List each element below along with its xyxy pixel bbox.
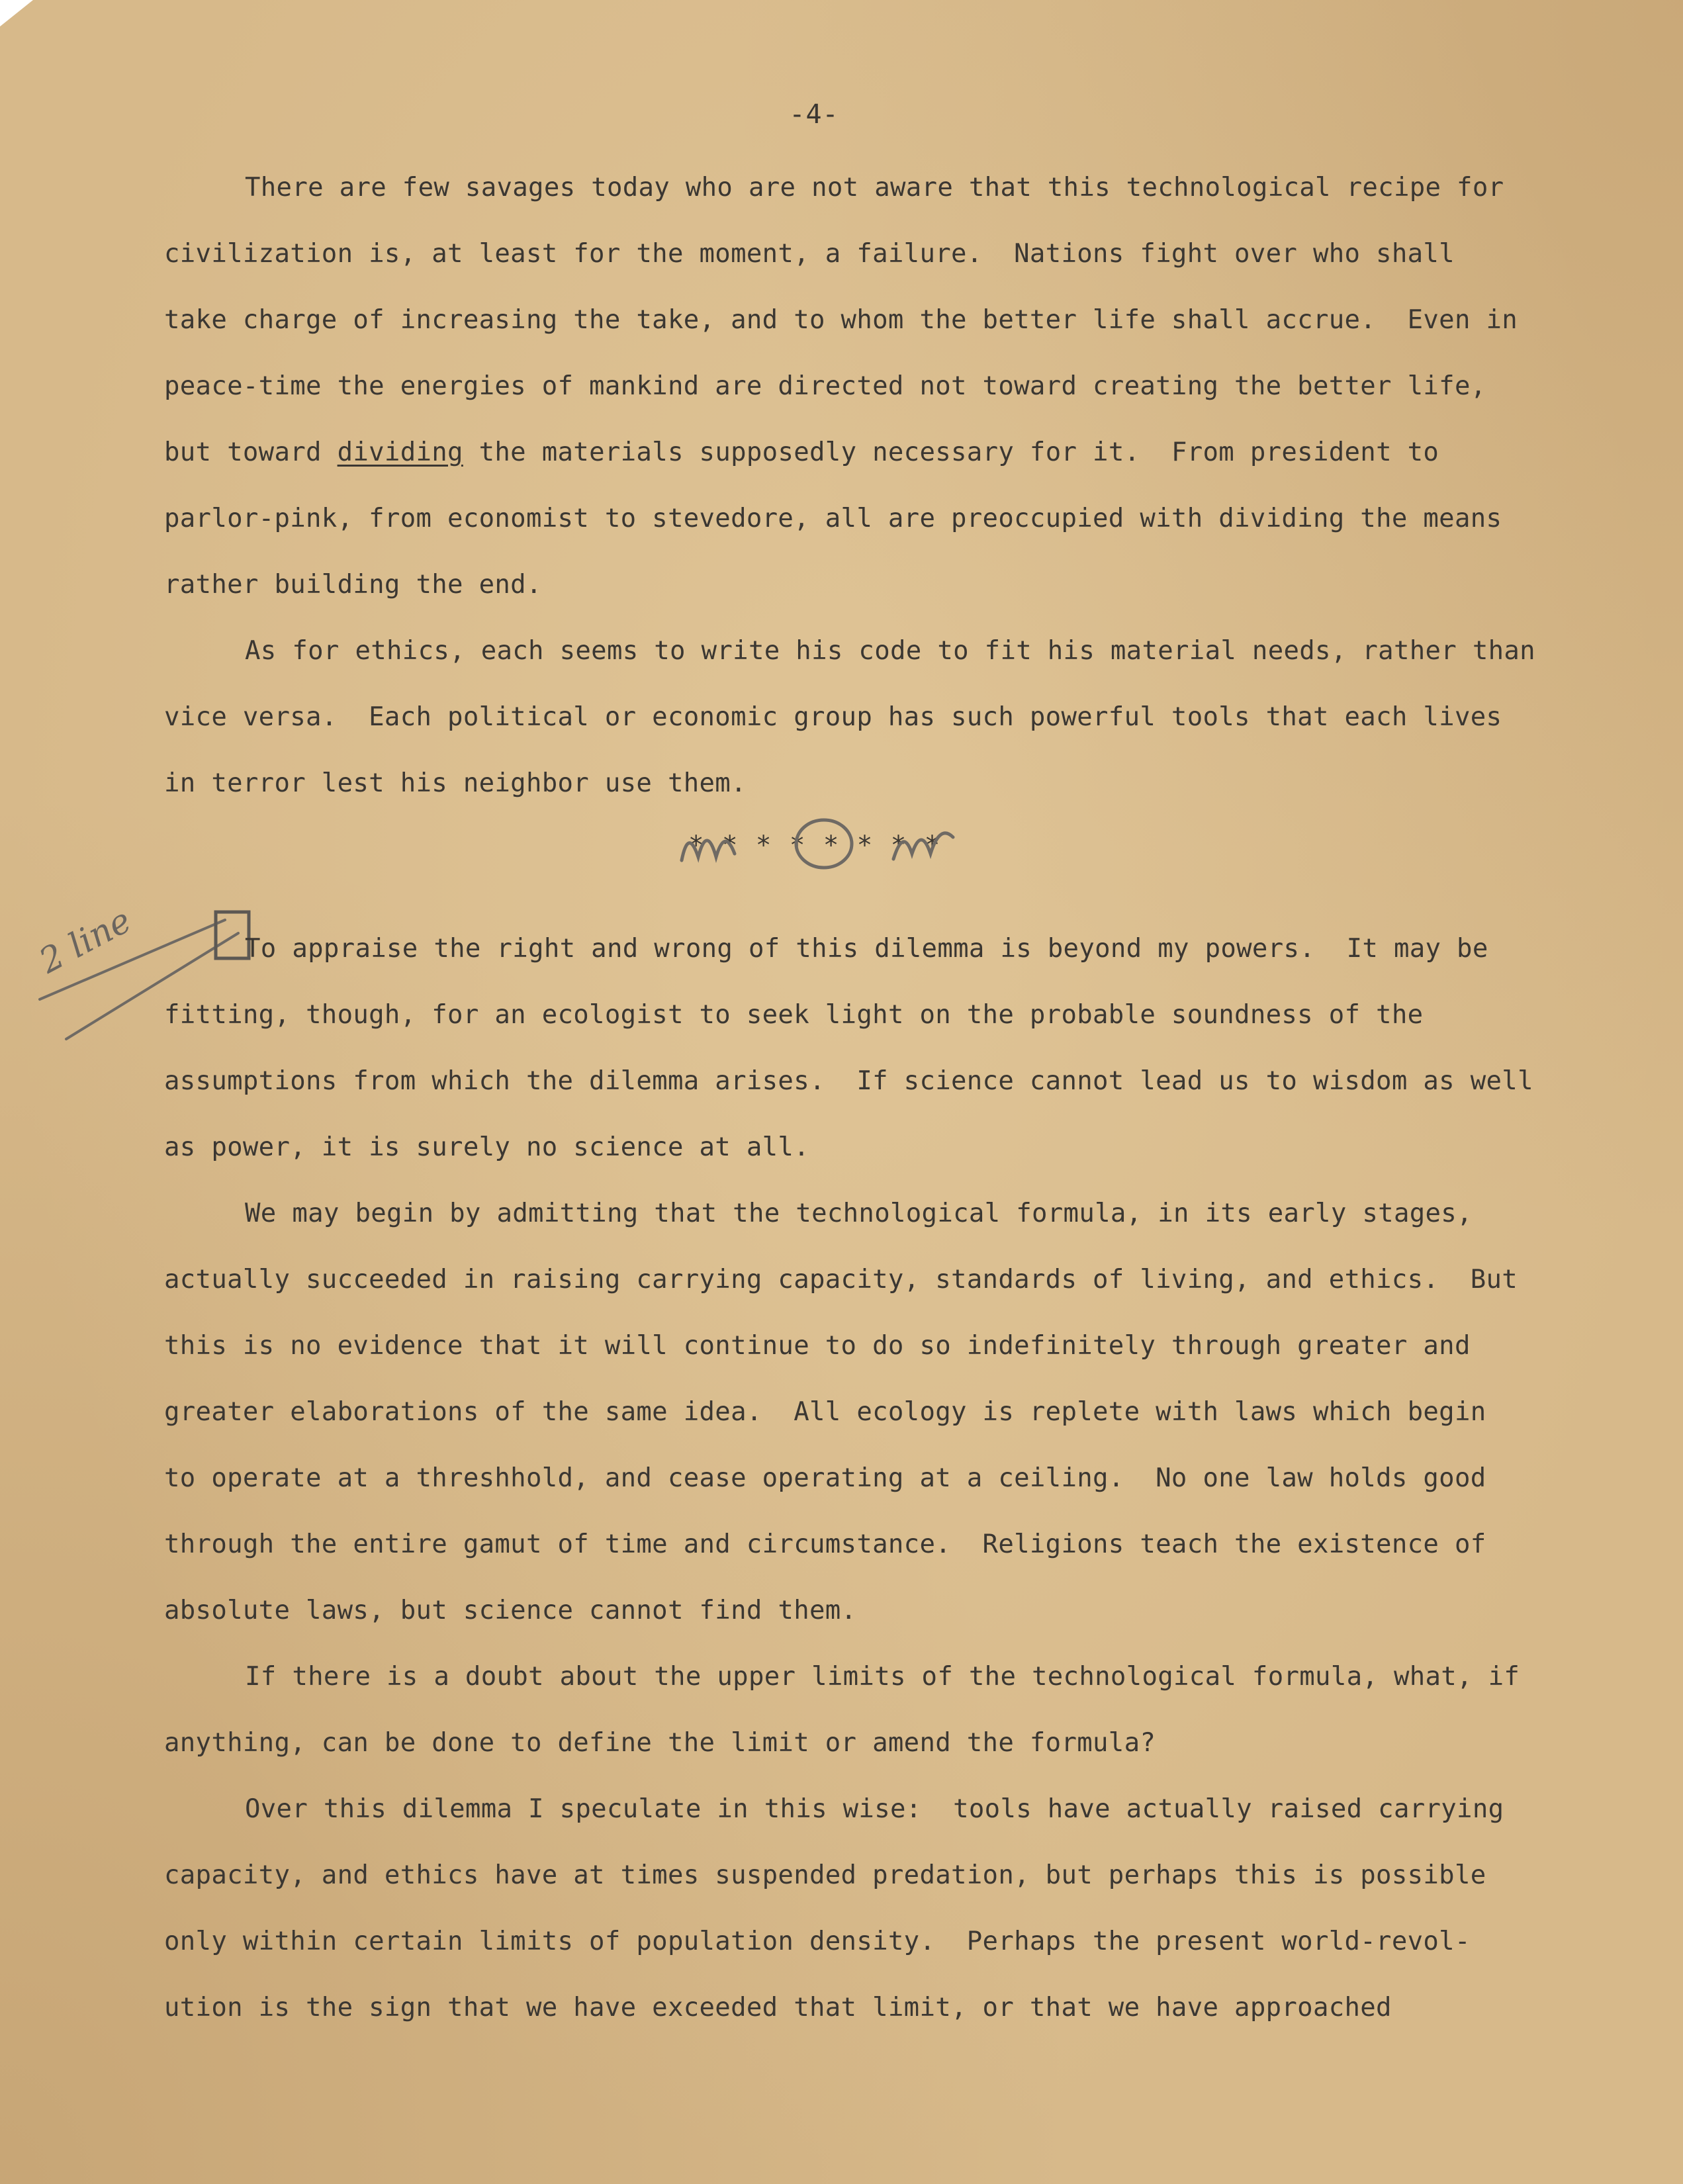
text-line: absolute laws, but science cannot find them. (164, 1596, 857, 1625)
text-line: as power, it is surely no science at all. (164, 1132, 809, 1162)
page-number: -4- (789, 99, 839, 130)
torn-corner (0, 0, 33, 26)
text-line: rather building the end. (164, 570, 542, 600)
text-line: in terror lest his neighbor use them. (164, 768, 747, 798)
text-line: civilization is, at least for the moment, a failure. Nations fight over who shall (164, 239, 1455, 269)
text-line: parlor-pink, from economist to stevedore, all are preoccupied with dividing the means (164, 504, 1502, 533)
text-line: assumptions from which the dilemma arises. If science cannot lead us to wisdom as well (164, 1066, 1533, 1096)
text-line: Over this dilemma I speculate in this wise: tools have actually raised carrying (245, 1794, 1504, 1824)
text-line: If there is a doubt about the upper limits of the technological formula, what, if (245, 1662, 1520, 1692)
section-break: * * * * * * * * (688, 831, 942, 860)
text-line: greater elaborations of the same idea. All ecology is replete with laws which begin (164, 1397, 1486, 1427)
text-line: vice versa. Each political or economic group has such powerful tools that each lives (164, 702, 1502, 732)
text-line: There are few savages today who are not aware that this technological recipe for (245, 173, 1504, 203)
text-line: peace-time the energies of mankind are directed not toward creating the better life, (164, 371, 1486, 401)
text-line: To appraise the right and wrong of this dilemma is beyond my powers. It may be (245, 934, 1488, 964)
text-line (164, 439, 1439, 465)
text-line: As for ethics, each seems to write his code to fit his material needs, rather than (245, 636, 1535, 666)
text-line: take charge of increasing the take, and to whom the better life shall accrue. Even in (164, 305, 1518, 335)
text-line: through the entire gamut of time and circumstance. Religions teach the existence of (164, 1529, 1486, 1559)
text-line: to operate at a threshhold, and cease operating at a ceiling. No one law holds good (164, 1463, 1486, 1493)
text-line: this is no evidence that it will continue to do so indefinitely through greater and (164, 1331, 1471, 1361)
text-line: actually succeeded in raising carrying capacity, standards of living, and ethics. But (164, 1265, 1518, 1295)
text-line: ution is the sign that we have exceeded that limit, or that we have approached (164, 1993, 1392, 2023)
text-segment: the materials supposedly necessary for it. From president to (463, 437, 1439, 467)
underlined-word: dividing (337, 437, 463, 467)
text-line: only within certain limits of population density. Perhaps the present world-revol- (164, 1927, 1471, 1956)
text-segment: but toward (164, 437, 338, 467)
text-line: We may begin by admitting that the technological formula, in its early stages, (245, 1199, 1473, 1228)
annotation-text: 2 line (33, 900, 138, 981)
text-line: anything, can be done to define the limit or amend the formula? (164, 1728, 1156, 1758)
text-line: fitting, though, for an ecologist to seek light on the probable soundness of the (164, 1000, 1424, 1030)
text-line: capacity, and ethics have at times suspended predation, but perhaps this is possible (164, 1860, 1486, 1890)
